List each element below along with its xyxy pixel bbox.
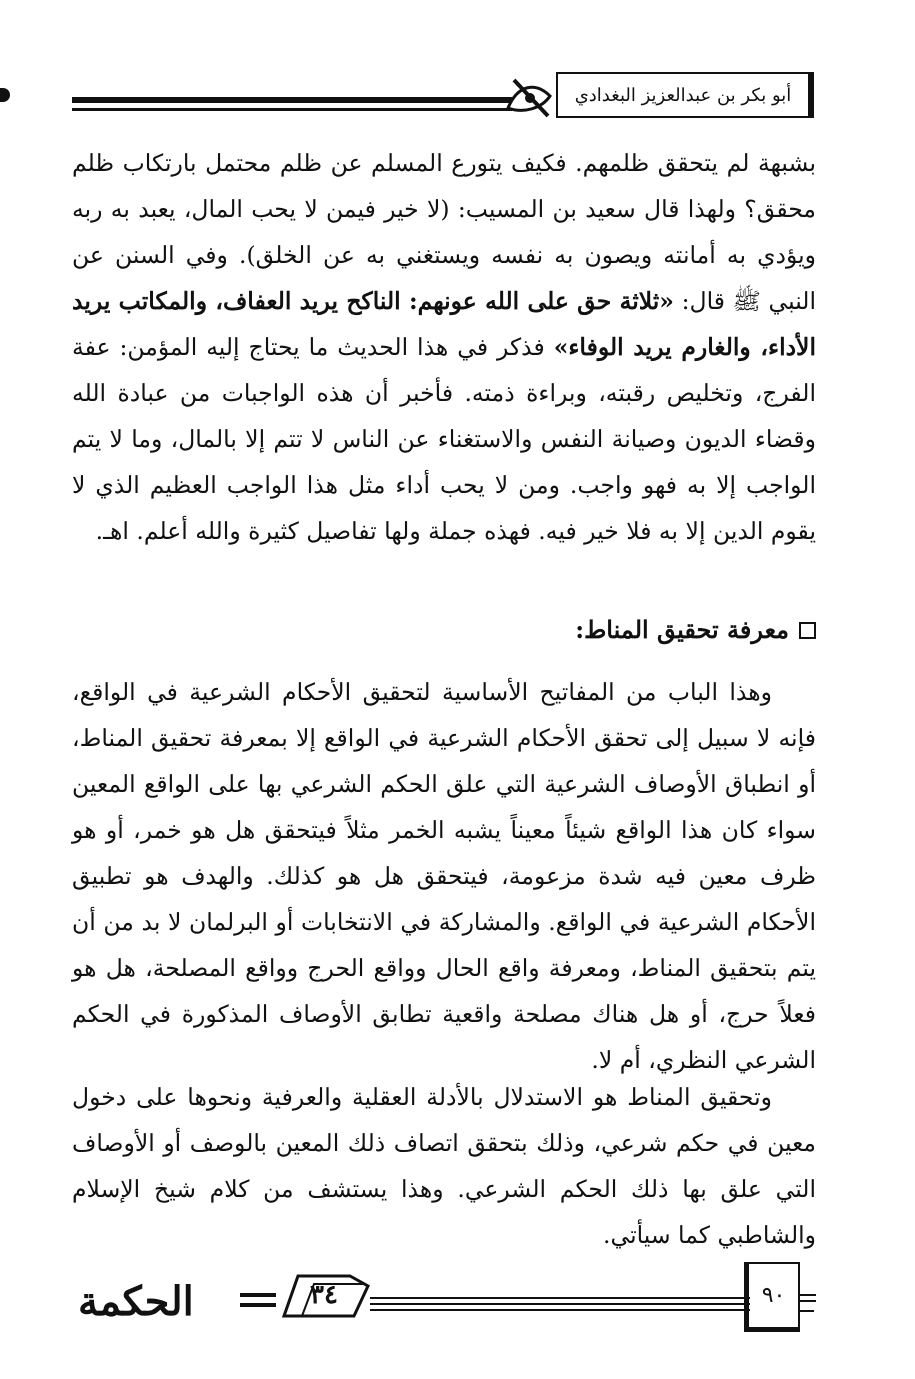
text-segment: فذكر في هذا الحديث ما يحتاج إليه المؤمن: عفة الفرج، وتخليص رقبته، وبراءة ذمته. فأخبر أن هذه الواجبات من عبادة الله وقضاء الديون وصيانة النفس والاستغناء عن الناس لا تتم إلا بالمال، وما لا يتم الواجب إلا به فهو واجب. ومن لا يحب أداء مثل هذا الواجب العظيم الذي لا يقوم الدين إلا به فلا خير فيه. فهذه جملة ولها تفاصيل كثيرة والله أعلم. اهـ.: [72, 333, 816, 545]
paragraph-text: وهذا الباب من المفاتيح الأساسية لتحقيق الأحكام الشرعية في الواقع، فإنه لا سبيل إلى تحقق الأحكام الشرعية في الواقع إلا بمعرفة تحقيق المناط، أو انطباق الأوصاف الشرعية التي علق الحكم الشرعي بها على الواقع المعين سواء كان هذا الواقع شيئاً معيناً يشبه الخمر مثلاً فيتحقق هل هو خمر، أو هو ظرف معين فيه شدة مزعومة، فيتحقق هل هو كذلك. والهدف هو تطبيق الأحكام الشرعية في الواقع. والمشاركة في الانتخابات أو البرلمان لا بد من أن يتم بتحقيق المناط، ومعرفة واقع الحال وواقع الحرج وواقع المصلحة، هل هو فعلاً حرج، أو هل هناك مصلحة واقعية تطابق الأوصاف المذكورة في الحكم الشرعي النظري، أم لا.: [72, 678, 816, 1074]
paragraph-continuation: [72, 140, 816, 554]
author-name: أبو بكر بن عبدالعزيز البغدادي: [556, 72, 814, 118]
footer-rule: [370, 1303, 750, 1305]
section-heading: [72, 607, 816, 653]
page-number-tab: [800, 1310, 814, 1312]
checkbox-icon: [799, 622, 816, 639]
magazine-logo: الحكمة: [78, 1278, 194, 1325]
text-segment: بشبهة لم يتحقق ظلمهم. فكيف يتورع المسلم عن ظلم محتمل بارتكاب ظلم محقق؟ ولهذا قال سعيد بن المسيب: (لا خير فيمن لا يحب المال، يعبد به ربه ويؤدي به أمانته ويصون به نفسه ويستغني به عن الخلق). وفي السنن عن النبي ﷺ قال:: [72, 149, 816, 315]
page-number-tab: [798, 1294, 816, 1302]
issue-number: ٣٤: [310, 1280, 338, 1310]
pen-mark-icon: [504, 74, 556, 120]
logo-divider: [240, 1293, 276, 1307]
hadith-quote: «ثلاثة حق على الله عونهم: الناكح يريد العفاف، والمكاتب يريد الأداء، والغارم يريد الوفاء»: [72, 287, 816, 361]
header-rule-thick: [72, 97, 512, 103]
footer-rule: [370, 1297, 750, 1299]
paragraph-tahqiq-intro: [72, 669, 816, 1083]
footer-rule: [370, 1309, 750, 1311]
header-rule-thin: [72, 108, 512, 111]
corner-mark: [0, 88, 10, 102]
paragraph-tahqiq-definition: [72, 1074, 816, 1258]
page-number: ٩٠: [744, 1262, 800, 1332]
paragraph-text: وتحقيق المناط هو الاستدلال بالأدلة العقلية والعرفية ونحوها على دخول معين في حكم شرعي، وذلك بتحقق اتصاف ذلك المعين بالوصف أو الأوصاف التي علق بها ذلك الحكم الشرعي. وهذا يستشف من كلام شيخ الإسلام والشاطبي كما سيأتي.: [72, 1083, 816, 1249]
section-heading-text: معرفة تحقيق المناط:: [575, 615, 789, 644]
